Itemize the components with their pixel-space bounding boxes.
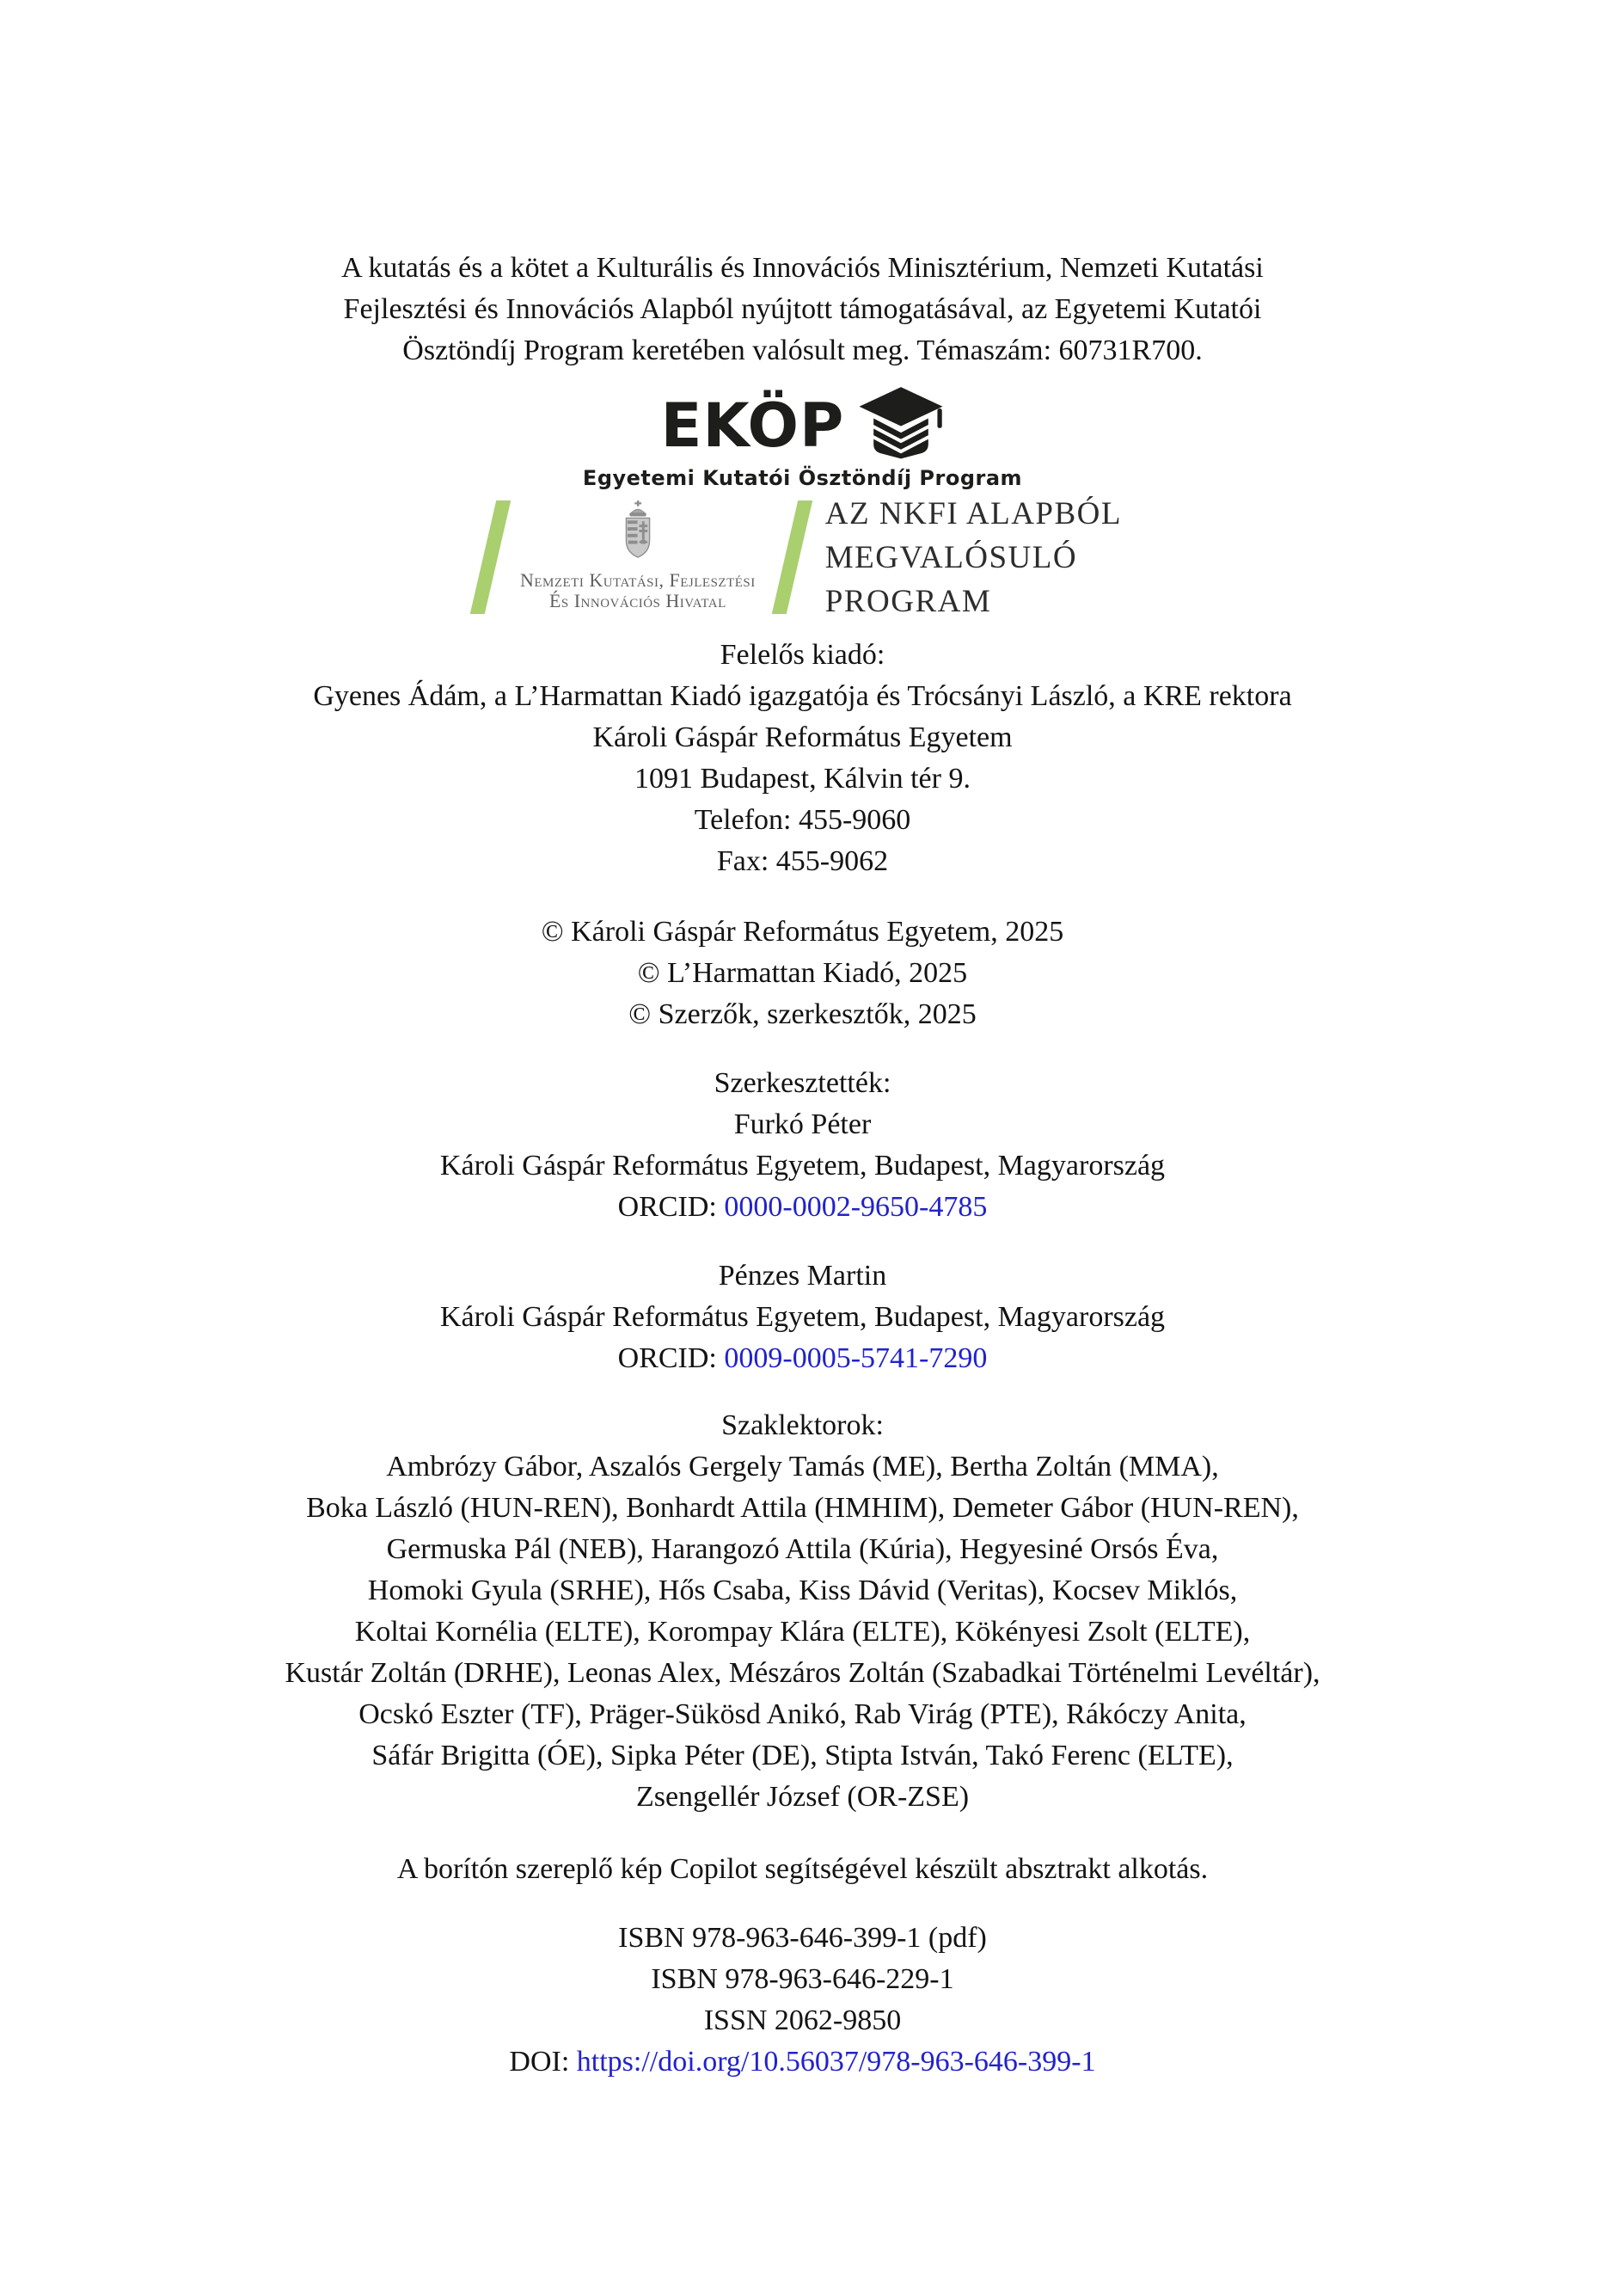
publisher-address: 1091 Budapest, Kálvin tér 9. <box>634 763 971 795</box>
publisher-line: Gyenes Ádám, a L’Harmattan Kiadó igazgatója és Trócsányi László, a KRE rektora <box>313 680 1292 712</box>
orcid-link[interactable]: 0009-0005-5741-7290 <box>724 1342 988 1374</box>
reviewers-section <box>0 1405 1605 1818</box>
copyright-line: © Károli Gáspár Református Egyetem, 2025 <box>541 916 1064 948</box>
green-slash-icon <box>772 500 812 614</box>
nkfi-program-line-1: AZ NKFI ALAPBÓL <box>824 495 1123 531</box>
reviewers-line: Ocskó Eszter (TF), Präger-Sükösd Anikó, Rab Virág (PTE), Rákóczy Anita, <box>358 1698 1247 1730</box>
editor-block <box>0 1255 1605 1379</box>
green-slash-icon <box>470 500 511 614</box>
doi-label: DOI: <box>509 2046 577 2078</box>
identifiers-section <box>0 1918 1605 2083</box>
publisher-phone: Telefon: 455-9060 <box>694 804 911 836</box>
funding-line-2: Fejlesztési és Innovációs Alapból nyújtott támogatásával, az Egyetemi Kutatói <box>343 293 1262 325</box>
copyright-line: © L’Harmattan Kiadó, 2025 <box>637 957 968 989</box>
funding-note <box>0 248 1605 371</box>
doi-row <box>0 2041 1605 2083</box>
copyright-section <box>0 912 1605 1035</box>
editor-orcid-row <box>0 1338 1605 1379</box>
editor-affiliation: Károli Gáspár Református Egyetem, Budapest, Magyarország <box>439 1150 1166 1182</box>
publisher-fax: Fax: 455-9062 <box>716 845 889 877</box>
editors-section <box>0 1063 1605 1228</box>
reviewers-line: Homoki Gyula (SRHE), Hős Csaba, Kiss Dávid (Veritas), Kocsev Miklós, <box>367 1575 1238 1606</box>
nkfi-program-line-3: PROGRAM <box>824 583 992 619</box>
ekop-wordmark: EKÖP <box>660 390 845 461</box>
publisher-heading: Felelős kiadó: <box>720 639 885 671</box>
cover-note-text: A borítón szereplő kép Copilot segítségével készült absztrakt alkotás. <box>396 1853 1209 1885</box>
reviewers-line: Koltai Kornélia (ELTE), Korompay Klára (ELTE), Kökényesi Zsolt (ELTE), <box>354 1616 1251 1648</box>
reviewers-heading: Szaklektorok: <box>721 1409 884 1441</box>
copyright-line: © Szerzők, szerkesztők, 2025 <box>628 998 977 1030</box>
funding-line-3: Ösztöndíj Program keretében valósult meg. Témaszám: 60731R700. <box>402 335 1203 366</box>
reviewers-line: Zsengellér József (OR-ZSE) <box>635 1781 970 1813</box>
editors-heading: Szerkesztették: <box>714 1067 891 1099</box>
funding-line-1: A kutatás és a kötet a Kulturális és Innovációs Minisztérium, Nemzeti Kutatási <box>341 252 1264 284</box>
orcid-label: ORCID: <box>617 1342 725 1374</box>
editor-affiliation: Károli Gáspár Református Egyetem, Budapest, Magyarország <box>439 1301 1166 1333</box>
nkfi-office-name-line-2: És Innovációs Hivatal <box>548 590 726 611</box>
graduation-cap-icon <box>858 387 944 464</box>
doi-link[interactable]: https://doi.org/10.56037/978-963-646-399-1 <box>576 2046 1096 2078</box>
orcid-link[interactable]: 0000-0002-9650-4785 <box>724 1191 988 1223</box>
isbn-pdf: ISBN 978-963-646-399-1 (pdf) <box>618 1922 987 1954</box>
editor-orcid-row <box>0 1187 1605 1228</box>
publisher-line: Károli Gáspár Református Egyetem <box>592 721 1013 753</box>
reviewers-line: Boka László (HUN-REN), Bonhardt Attila (HMHIM), Demeter Gábor (HUN-REN), <box>306 1492 1299 1524</box>
nkfi-office-block <box>520 500 756 614</box>
reviewers-line: Kustár Zoltán (DRHE), Leonas Alex, Mészáros Zoltán (Szabadkai Történelmi Levéltár), <box>285 1657 1320 1689</box>
orcid-label: ORCID: <box>617 1191 725 1223</box>
cover-note <box>0 1849 1605 1890</box>
isbn-print: ISBN 978-963-646-229-1 <box>651 1963 954 1995</box>
editor-name: Furkó Péter <box>733 1108 872 1140</box>
logo-cluster <box>0 387 1605 619</box>
ekop-subtitle: Egyetemi Kutatói Ösztöndíj Program <box>582 466 1023 490</box>
hungarian-coat-of-arms-icon <box>621 500 655 563</box>
nkfi-program-block <box>825 492 1122 623</box>
nkfi-logo <box>0 495 1605 619</box>
reviewers-line: Sáfár Brigitta (ÓE), Sipka Péter (DE), Stipta István, Takó Ferenc (ELTE), <box>371 1740 1234 1771</box>
issn: ISSN 2062-9850 <box>703 2004 902 2036</box>
publisher-section <box>0 635 1605 882</box>
nkfi-office-name-line-1: Nemzeti Kutatási, Fejlesztési <box>519 569 756 591</box>
nkfi-program-line-2: MEGVALÓSULÓ <box>824 539 1078 575</box>
ekop-logo <box>0 387 1605 464</box>
reviewers-line: Germuska Pál (NEB), Harangozó Attila (Kúria), Hegyesiné Orsós Éva, <box>386 1533 1219 1565</box>
reviewers-line: Ambrózy Gábor, Aszalós Gergely Tamás (ME), Bertha Zoltán (MMA), <box>386 1451 1219 1483</box>
editor-name: Pénzes Martin <box>718 1260 887 1292</box>
